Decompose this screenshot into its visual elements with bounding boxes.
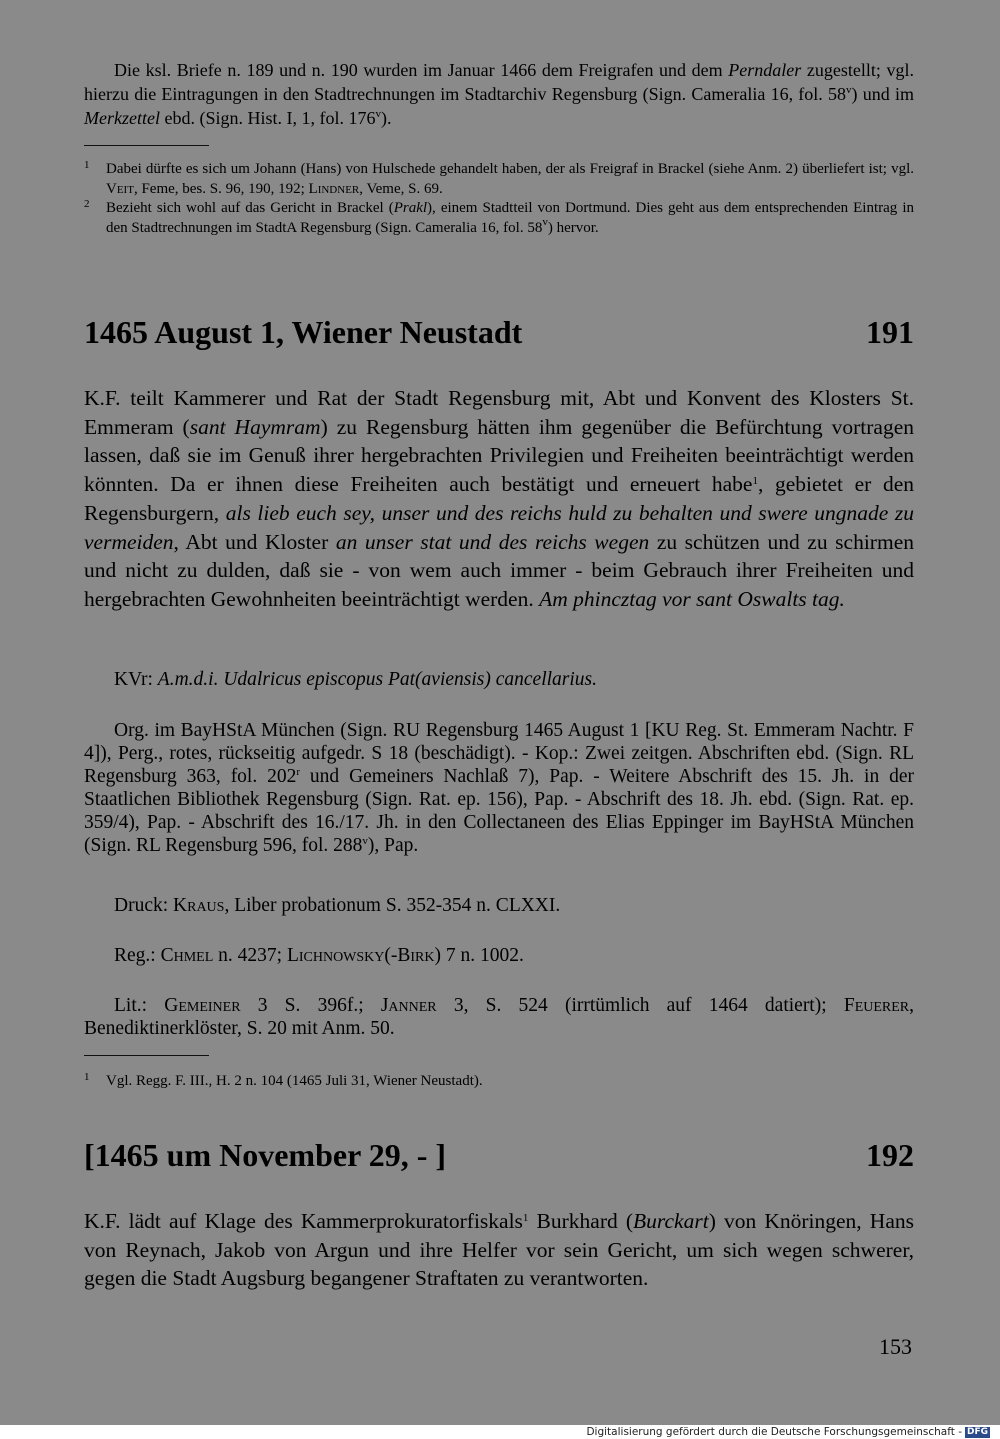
superscript: v: [846, 84, 852, 96]
footnotes-top: [84, 160, 914, 238]
footnote-2: [84, 199, 914, 238]
reg-paragraph: [84, 944, 914, 967]
lit-note: [84, 994, 914, 1040]
entry-number: 191: [866, 314, 914, 350]
author-name: Kraus: [173, 895, 225, 916]
text-run: zu schützen und zu schirmen und nicht zu dulden, daß sie - von wem auch immer - beim Gebrauch ihrer Freiheiten und hergebrachten Gewohnheiten beeinträchtigt werden.: [84, 529, 914, 611]
entry-191-heading: [84, 313, 914, 351]
superscript: v: [542, 215, 548, 228]
text-run: und Gemeiners Nachlaß 7), Pap. - Weitere Abschrift des 15. Jh. in der Staatlichen Bibliothek Regensburg (Sign. Rat. ep. 156), Pap. - Abschrift des 18. Jh. ebd. (Sign. Rat. ep. 359/4), Pap. - Abschrift des 16./17. Jh. in den Collectaneen des Elias Eppinger im BayHStA München (Sign. RL Regensburg 596, fol. 288: [84, 766, 914, 856]
text-run: Druck:: [114, 895, 174, 916]
text-run: Burckart: [633, 1209, 709, 1233]
text-run: , Feme, bes. S. 96, 190, 192;: [133, 180, 309, 197]
text-run: A.m.d.i. Udalricus episcopus Pat(aviensis) cancellarius.: [157, 669, 598, 690]
text-run: , Benediktinerklöster, S. 20 mit Anm. 50.: [84, 995, 915, 1039]
footnotes-entry-191: [84, 1072, 914, 1092]
entry-191-body: [84, 384, 914, 614]
original-paragraph: [84, 719, 914, 857]
text-run: Merkzettel: [84, 108, 160, 128]
author-name: Feuerer: [843, 995, 910, 1016]
text-run: zugestellt; vgl. hierzu die Eintragungen in den Stadtrechnungen im Stadtarchiv Regensburg (Sign. Cameralia 16, fol. 58: [84, 60, 914, 104]
text-run: ebd. (Sign. Hist. I, 1, fol. 176: [159, 108, 376, 128]
superscript: r: [296, 766, 301, 778]
entry-192-body: [84, 1207, 914, 1293]
author-name: Lichnowsky(-Birk): [286, 945, 441, 966]
entry-192-heading: [84, 1136, 914, 1174]
text-run: Perndaler: [728, 60, 802, 80]
footnote-number: 2: [84, 198, 90, 210]
text-run: n. 4237;: [213, 945, 287, 966]
original-note: [84, 719, 914, 857]
text-run: ) von Knöringen, Hans von Reynach, Jakob von Argun und ihre Helfer vor sein Gericht, um sich wegen schwerer, gegen die Stadt Augsburg begangener Straftaten zu verantworten.: [84, 1209, 914, 1291]
text-run: , Abt und Kloster: [173, 529, 336, 554]
text-run: Bezieht sich wohl auf das Gericht in Brackel (: [106, 200, 394, 216]
footnote-text: Vgl. Regg. F. III., H. 2 n. 104 (1465 Juli 31, Wiener Neustadt).: [106, 1073, 483, 1089]
footnote-1: [84, 1072, 914, 1092]
entry-number: 192: [866, 1137, 914, 1173]
text-run: als lieb euch sey, unser und des reichs huld zu behalten und swere ungnade zu vermeiden: [84, 500, 914, 554]
text-run: Reg.:: [114, 945, 161, 966]
author-name: Janner: [380, 995, 437, 1016]
text-run: Die ksl. Briefe n. 189 und n. 190 wurden im Januar 1466 dem Freigrafen und dem: [114, 60, 729, 80]
text-run: , Veme, S. 69.: [359, 180, 443, 197]
author-name: Chmel: [160, 945, 214, 966]
text-run: ).: [380, 108, 392, 128]
reg-note: [84, 944, 914, 967]
entry-date-place: 1465 August 1, Wiener Neustadt: [84, 314, 523, 350]
footnote-1: [84, 160, 914, 199]
author-name: Lindner: [308, 180, 360, 197]
text-run: , gebietet er den Regensburgern,: [84, 472, 914, 525]
footer-text: Digitalisierung gefördert durch die Deutsche Forschungsgemeinschaft -: [586, 1426, 962, 1438]
text-run: ) und im: [851, 84, 914, 104]
footnote-separator: [84, 145, 209, 146]
footnote-number: 1: [84, 159, 90, 171]
text-run: ) zu Regensburg hätten ihm gegenüber die Befürchtung vortragen lassen, daß sie im Genuß ihrer hergebrachten Privilegien und Freiheiten beeinträchtigt werden könnten. Da er ihnen diese Freiheiten auch bestätigt und erneuert habe: [84, 414, 914, 497]
text-run: Prakl: [393, 200, 428, 216]
entry-191-summary: [84, 384, 914, 614]
author-name: Gemeiner: [164, 995, 241, 1016]
entry-date-place: [1465 um November 29, - ]: [84, 1137, 447, 1173]
text-run: Dabei dürfte es sich um Johann (Hans) von Hulschede gehandelt haben, der als Freigraf in Brackel (siehe Anm. 2) überliefert ist; vgl.: [106, 161, 914, 177]
druck-paragraph: [84, 894, 914, 917]
intro-note: [84, 58, 914, 130]
footnote-ref: 1: [522, 1212, 529, 1224]
druck-note: [84, 894, 914, 917]
text-run: 3, S. 524 (irrtümlich auf 1464 datiert);: [436, 995, 844, 1016]
text-run: KVr:: [114, 669, 158, 690]
text-run: ), Pap.: [367, 835, 419, 856]
text-run: , Liber probationum S. 352-354 n. CLXXI.: [224, 895, 561, 916]
text-run: Org. im BayHStA München (Sign. RU Regensburg 1465 August 1 [KU Reg. St. Emmeram Nachtr. F 4]), Perg., rotes, rückseitig aufgedr. S 18 (beschädigt). - Kop.: Zwei zeitgen. Abschriften ebd. (Sign. RL Regensburg 363, fol. 202: [84, 720, 914, 787]
author-name: Veit: [106, 180, 134, 197]
digitization-footer: [586, 1425, 990, 1439]
footnote-number: 1: [84, 1071, 90, 1083]
kvr-note: [84, 668, 914, 691]
text-run: 3 S. 396f.;: [240, 995, 381, 1016]
text-run: ), einem Stadtteil von Dortmund. Dies geht aus dem entsprechenden Eintrag in den Stadtrechnungen im StadtA Regensburg (Sign. Cameralia 16, fol. 58: [106, 200, 914, 236]
text-run: K.F. teilt Kammerer und Rat der Stadt Regensburg mit, Abt und Konvent des Klosters St. Emmeram (: [84, 386, 914, 439]
text-run: Am phincztag vor sant Oswalts tag.: [539, 586, 845, 611]
text-run: sant Haymram: [189, 414, 321, 439]
text-run: ) hervor.: [547, 219, 599, 236]
entry-192-summary: [84, 1207, 914, 1293]
text-run: Burkhard (: [528, 1209, 634, 1233]
kvr-paragraph: [84, 668, 914, 691]
lit-paragraph: [84, 994, 914, 1040]
text-run: K.F. lädt auf Klage des Kammerprokuratorfiskals: [84, 1209, 523, 1233]
superscript: v: [362, 835, 368, 847]
page-number: 153: [879, 1334, 912, 1359]
footnote-separator: [84, 1055, 209, 1056]
text-run: 7 n. 1002.: [441, 945, 524, 966]
footnote-ref: 1: [752, 475, 758, 488]
dfg-logo: DFG: [966, 1426, 988, 1437]
superscript: v: [375, 108, 381, 120]
text-run: Lit.:: [114, 995, 165, 1016]
intro-paragraph: [84, 58, 914, 130]
text-run: an unser stat und des reichs wegen: [335, 529, 650, 554]
